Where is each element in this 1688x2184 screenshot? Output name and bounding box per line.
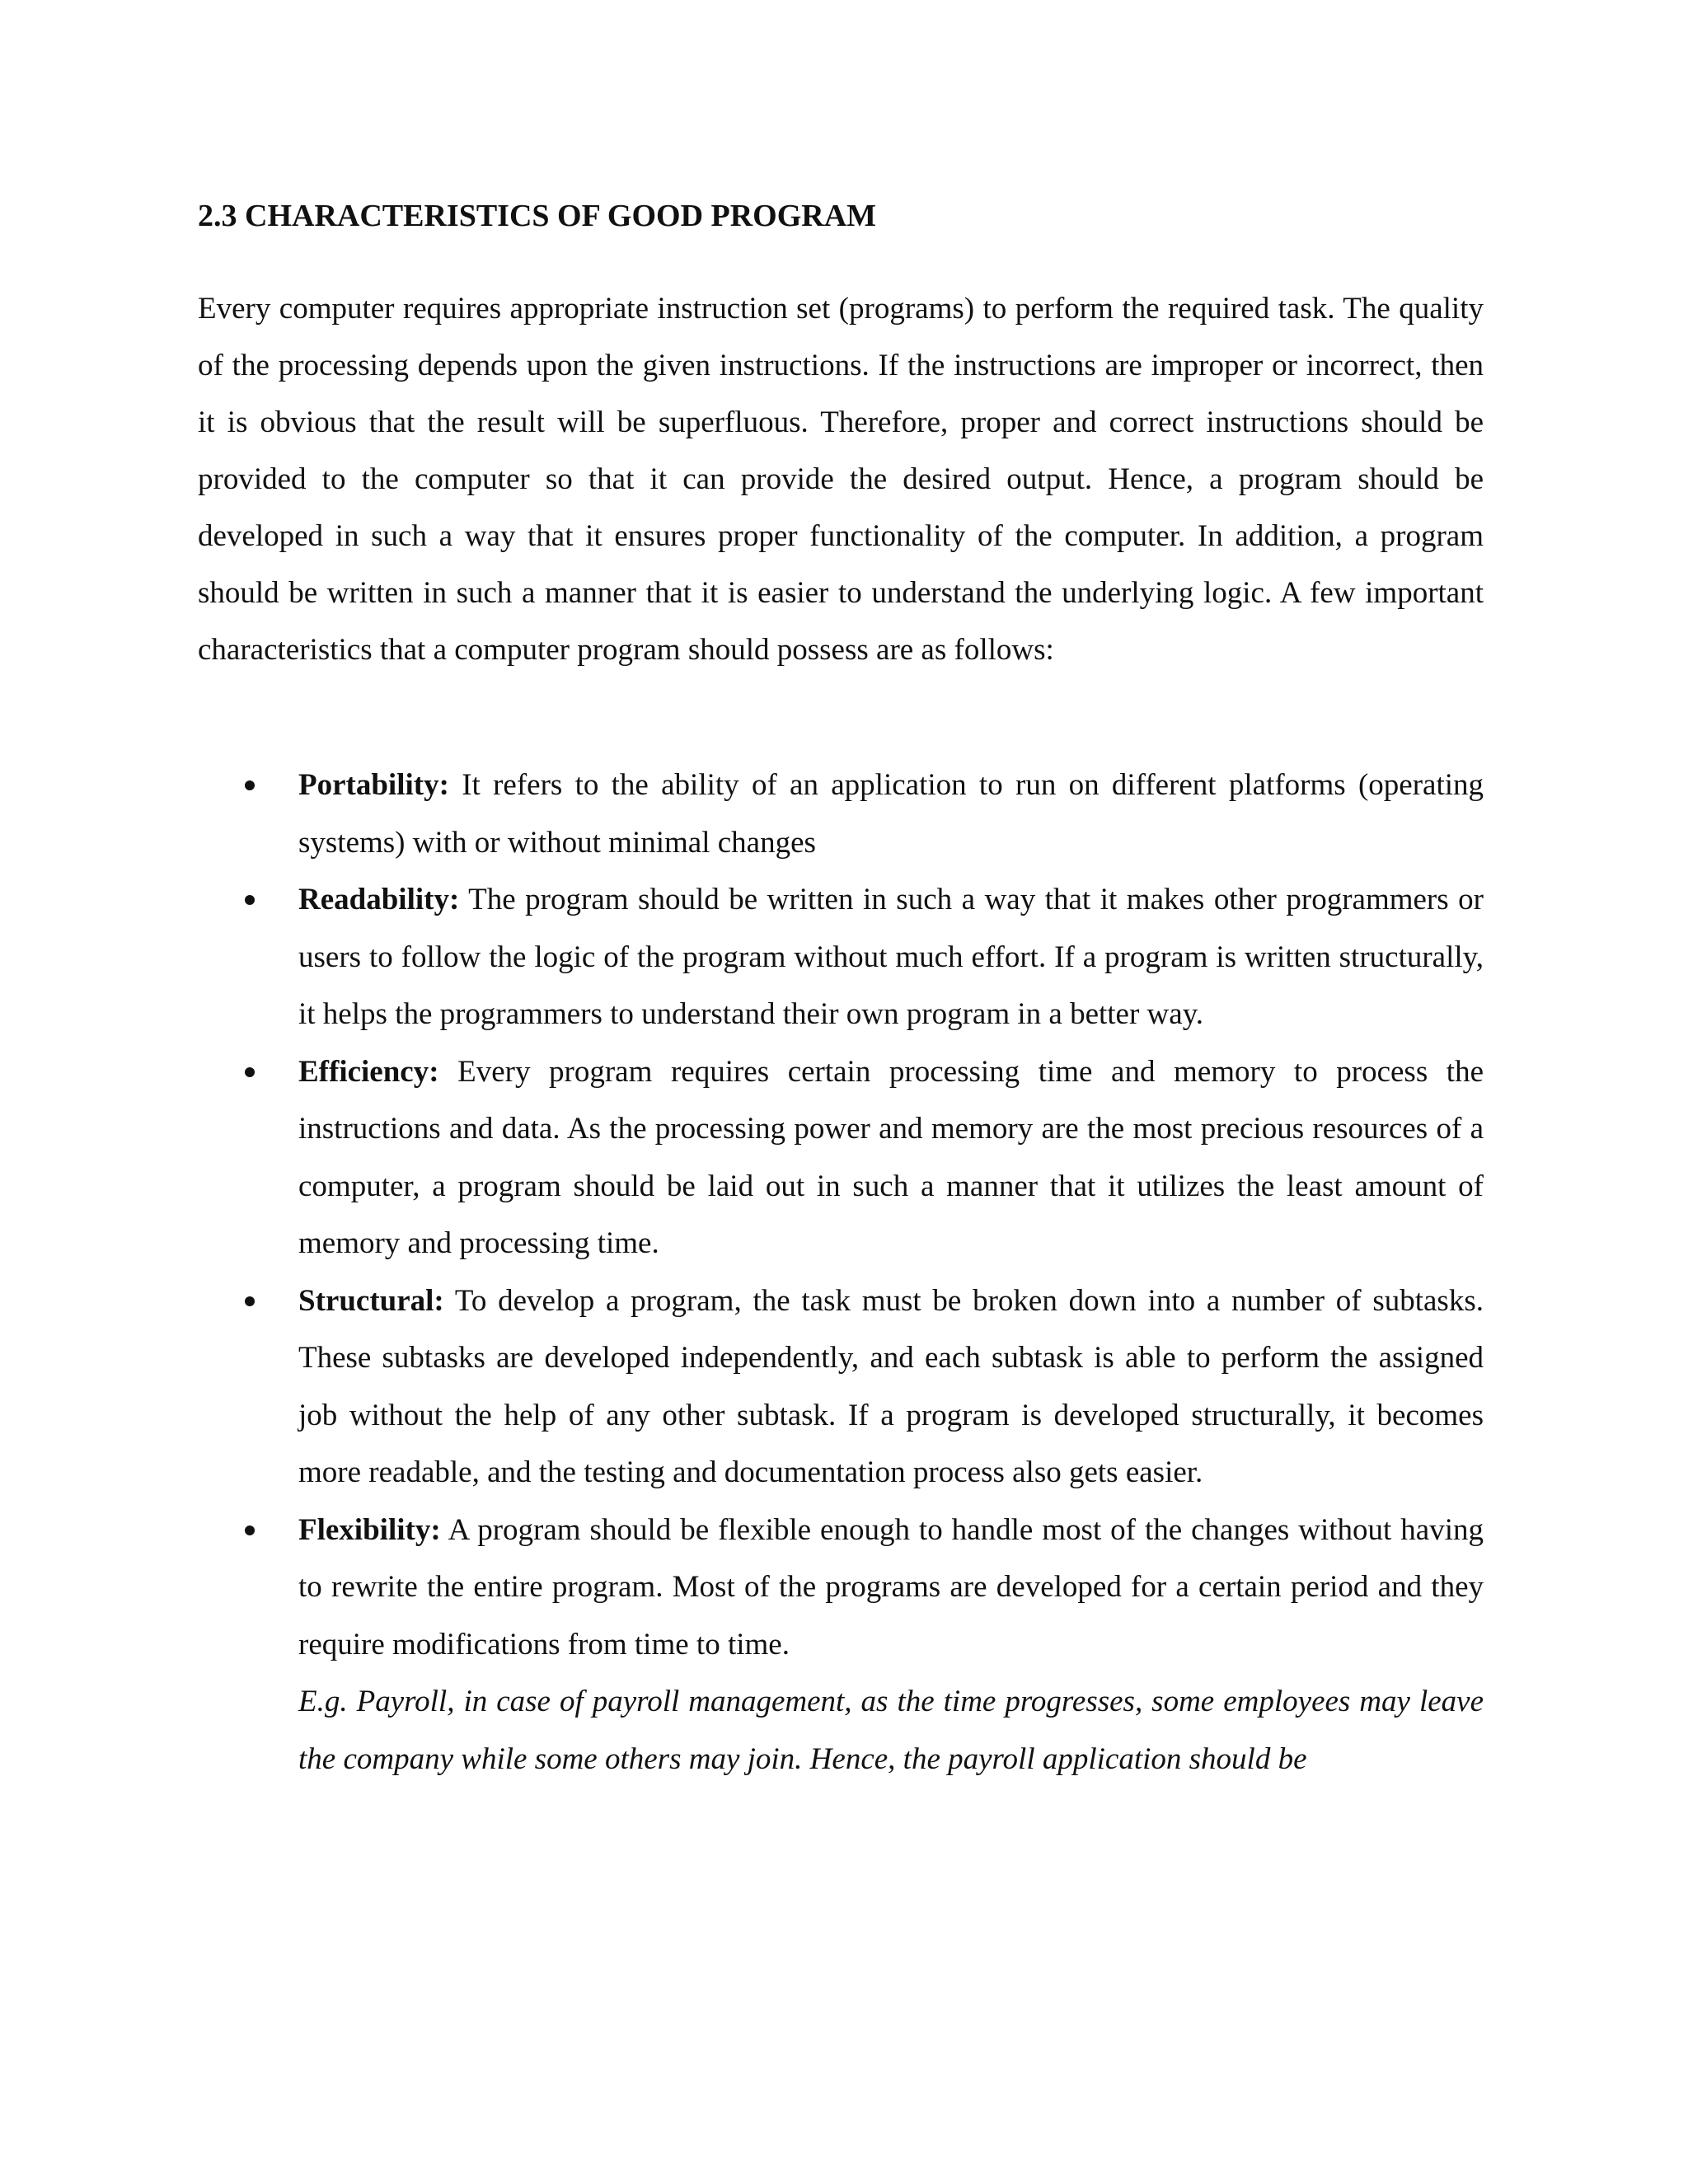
characteristic-term: Structural: bbox=[298, 1283, 444, 1318]
characteristic-description: Every program requires certain processing time and memory to process the instructions and data. As the processing power and memory are the most precious resources of a computer, a program should be laid out in such a manner that it utilizes the least amount of memory and processing time. bbox=[298, 1054, 1484, 1260]
characteristic-description: It refers to the ability of an application to run on different platforms (operating systems) with or without minimal changes bbox=[298, 768, 1484, 860]
characteristics-list bbox=[198, 757, 1484, 1788]
characteristic-description: A program should be flexible enough to handle most of the changes without having to rewrite the entire program. Most of the programs are developed for a certain period and they require modifications from time to time. bbox=[298, 1512, 1484, 1661]
list-item-readability bbox=[198, 871, 1484, 1043]
section-heading: 2.3 CHARACTERISTICS OF GOOD PROGRAM bbox=[198, 199, 877, 233]
bullet-icon bbox=[245, 1296, 255, 1306]
bullet-icon bbox=[245, 1067, 255, 1077]
intro-paragraph: Every computer requires appropriate instruction set (programs) to perform the required task. The quality of the processing depends upon the given instructions. If the instructions are improper or incorrect, then it is obvious that the result will be superfluous. Therefore, proper and correct instructions should be provided to the computer so that it can provide the desired output. Hence, a program should be developed in such a way that it ensures proper functionality of the computer. In addition, a program should be written in such a manner that it is easier to understand the underlying logic. A few important characteristics that a computer program should possess are as follows: bbox=[198, 292, 1484, 667]
characteristic-description: The program should be written in such a way that it makes other programmers or users to follow the logic of the program without much effort. If a program is written structurally, it helps the programmers to understand their own program in a better way. bbox=[298, 883, 1484, 1031]
list-item-portability bbox=[198, 757, 1484, 871]
list-item-flexibility bbox=[198, 1502, 1484, 1788]
bullet-icon bbox=[245, 895, 255, 905]
characteristic-term: Portability: bbox=[298, 768, 449, 802]
list-item-structural bbox=[198, 1272, 1484, 1502]
example-text: E.g. Payroll, in case of payroll management, as the time progresses, some employees may leave the company while some others may join. Hence, the payroll application should be bbox=[298, 1685, 1484, 1776]
bullet-icon bbox=[245, 1526, 255, 1535]
characteristic-term: Efficiency: bbox=[298, 1054, 439, 1089]
characteristic-term: Flexibility: bbox=[298, 1512, 441, 1547]
list-item-efficiency bbox=[198, 1043, 1484, 1272]
characteristic-description: To develop a program, the task must be broken down into a number of subtasks. These subtasks are developed independently, and each subtask is able to perform the assigned job without the help of any other subtask. If a program is developed structurally, it becomes more readable, and the testing and documentation process also gets easier. bbox=[298, 1283, 1484, 1489]
characteristic-term: Readability: bbox=[298, 883, 460, 916]
bullet-icon bbox=[245, 780, 255, 790]
